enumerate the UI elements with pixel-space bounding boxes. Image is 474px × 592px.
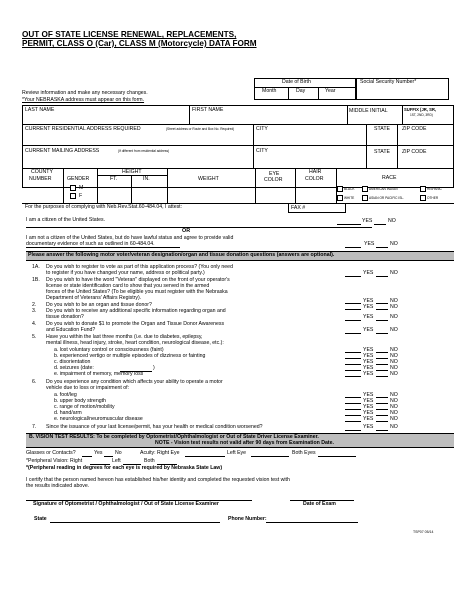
race-white-checkbox[interactable] bbox=[337, 195, 343, 201]
hair-color-label: COLOR bbox=[305, 176, 324, 182]
q5e-yes-label: YES bbox=[363, 371, 374, 377]
race-black-checkbox[interactable] bbox=[337, 186, 343, 192]
signature-label: Signature of Optometrist / Ophthalmologist / Out of State License Examiner bbox=[33, 501, 219, 507]
q5-number: 5. bbox=[32, 334, 37, 340]
gender-f-label: F bbox=[79, 193, 83, 199]
gender-label: GENDER bbox=[67, 176, 90, 182]
q5d-no-label: NO bbox=[390, 365, 398, 371]
race-other-checkbox[interactable] bbox=[420, 195, 426, 201]
q1a-line2: to register if you have changed your name, address or political party.) bbox=[46, 270, 205, 276]
q6c-item: c. range of motion/mobility bbox=[54, 404, 115, 410]
phone-number-label: Phone Number: bbox=[228, 516, 267, 522]
noncitizen-yes-label: YES bbox=[364, 241, 375, 247]
citizen-statement: I am a citizen of the United States. bbox=[26, 217, 106, 223]
fax-label: FAX # bbox=[291, 205, 306, 211]
mailing-city-label: CITY bbox=[256, 148, 268, 154]
q6b-yes-label: YES bbox=[363, 398, 374, 404]
peripheral-right-label: *Peripheral Vision: Right bbox=[26, 458, 83, 464]
weight-label: WEIGHT bbox=[198, 176, 219, 182]
glasses-yes-label: Yes bbox=[94, 450, 103, 456]
q6c-no-label: NO bbox=[390, 404, 398, 410]
certify-line1: I certify that the person named hereon has established his/her identity and completed the requested vision test with bbox=[26, 477, 290, 483]
residential-zip-label: ZIP CODE bbox=[402, 126, 427, 132]
residential-address-note: (Street address or Route and Box No. Required) bbox=[166, 127, 235, 131]
noncitizen-statement-1: I am not a citizen of the United States, but do have lawful status and agree to provide valid bbox=[26, 235, 234, 241]
q5a-item: a. lost voluntary control or consciousness (faint) bbox=[54, 347, 164, 353]
q6-line2: vehicle due to loss or impairment of: bbox=[46, 385, 130, 391]
review-instructions: Review information and make any necessary changes. bbox=[22, 90, 148, 96]
race-american-indian-checkbox[interactable] bbox=[362, 186, 368, 192]
race-white-label: WHITE bbox=[344, 196, 355, 200]
acuity-left-eye-label: Left Eye bbox=[227, 450, 247, 456]
hair-label: HAIR bbox=[309, 169, 322, 175]
acuity-right-eye-label: Acuity: Right Eye bbox=[140, 450, 180, 456]
peripheral-both-label: Both bbox=[144, 458, 155, 464]
q3-yes-label: YES bbox=[363, 314, 374, 320]
q5d-yes-label: YES bbox=[363, 365, 374, 371]
acuity-both-eyes-field[interactable] bbox=[318, 456, 356, 457]
gender-m-checkbox[interactable] bbox=[70, 185, 76, 191]
q3-number: 3. bbox=[32, 308, 37, 314]
county-label: COUNTY bbox=[31, 169, 53, 175]
q1b-number: 1B. bbox=[32, 277, 40, 283]
q7-text: Since the issuance of your last license/permit, has your health or medical condition worsened? bbox=[46, 424, 263, 430]
gender-m-label: M bbox=[79, 185, 84, 191]
q6c-yes-label: YES bbox=[363, 404, 374, 410]
q5e-item: e. impairment of memory, memory loss bbox=[54, 371, 144, 377]
noncitizen-statement-2: documentary evidence of such as outlined in 60-484.04. bbox=[26, 241, 155, 247]
q6b-item: b. upper body strength bbox=[54, 398, 106, 404]
q6a-item: a. foot/leg bbox=[54, 392, 77, 398]
q6d-item: d. hand/arm bbox=[54, 410, 82, 416]
q7-yes-label: YES bbox=[363, 424, 374, 430]
vision-test-banner-line2: NOTE - Vision test results not valid after 90 days from Examination Date. bbox=[155, 439, 334, 446]
peripheral-left-label: Left bbox=[112, 458, 121, 464]
residential-address-label: CURRENT RESIDENTIAL ADDRESS REQUIRED bbox=[25, 126, 141, 132]
exam-date-label: Date of Exam bbox=[303, 501, 336, 507]
race-american-indian-label: AMERICAN INDIAN bbox=[369, 187, 398, 191]
q6a-yes-label: YES bbox=[363, 392, 374, 398]
last-name-label: LAST NAME bbox=[25, 107, 55, 113]
mailing-state-label: STATE bbox=[374, 149, 390, 155]
q2-no-label: NO bbox=[390, 304, 398, 310]
mailing-zip-label: ZIP CODE bbox=[402, 149, 427, 155]
mailing-address-note: (If different from residential address) bbox=[118, 149, 170, 153]
height-ft-label: FT. bbox=[110, 176, 118, 182]
mailing-address-label: CURRENT MAILING ADDRESS bbox=[25, 148, 100, 154]
citizen-yes-label: YES bbox=[362, 218, 373, 224]
dob-month-label: Month bbox=[262, 88, 277, 94]
q5c-no-label: NO bbox=[390, 359, 398, 365]
glasses-no-label: No bbox=[115, 450, 122, 456]
q6b-no-label: NO bbox=[390, 398, 398, 404]
q3-line2: tissue donation? bbox=[46, 314, 84, 320]
first-name-label: FIRST NAME bbox=[192, 107, 224, 113]
race-hispanic-label: HISPANIC bbox=[427, 187, 442, 191]
q4-yes-label: YES bbox=[363, 327, 374, 333]
form-title-line1: OUT OF STATE LICENSE RENEWAL, REPLACEMENTS, bbox=[22, 30, 237, 39]
q6a-no-label: NO bbox=[390, 392, 398, 398]
q3-line1: Do you wish to receive any additional specific information regarding organ and bbox=[46, 308, 226, 314]
q6-line1: Do you experience any condition which affects your ability to operate a motor bbox=[46, 379, 223, 385]
race-other-label: OTHER bbox=[427, 196, 439, 200]
acuity-left-eye-field[interactable] bbox=[251, 456, 289, 457]
q6e-yes-label: YES bbox=[363, 416, 374, 422]
dob-year-label: Year bbox=[325, 88, 336, 94]
suffix-label: SUFFIX (JR, SR, bbox=[404, 107, 437, 112]
dob-header: Date of Birth bbox=[282, 79, 311, 85]
citizen-no-label: NO bbox=[388, 218, 396, 224]
q5b-no-label: NO bbox=[390, 353, 398, 359]
form-code: TSP07 05/14 bbox=[413, 530, 434, 534]
state-field[interactable] bbox=[50, 522, 220, 523]
q6d-yes-label: YES bbox=[363, 410, 374, 416]
phone-number-field[interactable] bbox=[266, 522, 358, 523]
optional-questions-banner-text: Please answer the following motor voter/veteran designation/organ and tissue donation questions (answers are optional). bbox=[28, 251, 335, 258]
q4-no-label: NO bbox=[390, 327, 398, 333]
q2-text: Do you wish to be an organ and tissue donor? bbox=[46, 302, 152, 308]
q1b-line2: license or state identification card to show that you served in the armed bbox=[46, 283, 210, 289]
purposes-attest-text: For the purposes of complying with Neb.Rev.Stat.60-484.04, I attest: bbox=[25, 204, 183, 210]
q2-number: 2. bbox=[32, 302, 37, 308]
citizen-or-separator: OR bbox=[182, 228, 191, 234]
middle-initial-label: MIDDLE INITIAL bbox=[349, 108, 388, 114]
acuity-right-eye-field[interactable] bbox=[185, 456, 225, 457]
q6d-no-label: NO bbox=[390, 410, 398, 416]
q5-line2: mental illness, head injury, stroke, heart condition, neurological disease, etc.): bbox=[46, 340, 224, 346]
q5d-close-paren: ) bbox=[153, 365, 155, 371]
form-title-line2: PERMIT, CLASS O (Car), CLASS M (Motorcycle) DATA FORM bbox=[22, 39, 257, 48]
q1a-line1: Do you wish to register to vote as part of this application process? (You only need bbox=[46, 264, 233, 270]
q4-line2: and Education Fund? bbox=[46, 327, 96, 333]
q1a-no-label: NO bbox=[390, 270, 398, 276]
residential-state-label: STATE bbox=[374, 126, 390, 132]
q5a-no-label: NO bbox=[390, 347, 398, 353]
q4-line1: Do you wish to donate $1 to promote the Organ and Tissue Donor Awareness bbox=[46, 321, 225, 327]
height-in-label: IN. bbox=[143, 176, 150, 182]
q5c-yes-label: YES bbox=[363, 359, 374, 365]
q2-yes-label: YES bbox=[363, 304, 374, 310]
q5c-item: c. disorientation bbox=[54, 359, 91, 365]
q7-number: 7. bbox=[32, 424, 37, 430]
ssn-header: Social Security Number* bbox=[360, 79, 417, 85]
race-asian-pacific-label: ASIAN OR PACIFIC ISL. bbox=[369, 196, 405, 200]
q5b-yes-label: YES bbox=[363, 353, 374, 359]
state-label: State bbox=[34, 516, 47, 522]
peripheral-law-note: *(Peripheral reading in degrees for each eye is required by Nebraska State Law) bbox=[26, 465, 223, 471]
q1b-line3: forces of the United States? (To be eligible you must register with the Nebraska bbox=[46, 289, 228, 295]
race-label: RACE bbox=[382, 175, 397, 181]
race-asian-pacific-checkbox[interactable] bbox=[362, 195, 368, 201]
certify-line2: the results indicated above. bbox=[26, 483, 90, 489]
q7-no-label: NO bbox=[390, 424, 398, 430]
q5a-yes-label: YES bbox=[363, 347, 374, 353]
q5e-no-label: NO bbox=[390, 371, 398, 377]
q6e-item: e. neurological/neuromuscular disease bbox=[54, 416, 143, 422]
gender-f-checkbox[interactable] bbox=[70, 193, 76, 199]
q1a-yes-label: YES bbox=[363, 270, 374, 276]
acuity-both-eyes-label: Both Eyes bbox=[292, 450, 316, 456]
q4-number: 4. bbox=[32, 321, 37, 327]
q1b-line4: Department of Veterans' Affairs Registry). bbox=[46, 295, 142, 301]
dob-day-label: Day bbox=[296, 88, 306, 94]
q6e-no-label: NO bbox=[390, 416, 398, 422]
eye-label: EYE bbox=[269, 171, 280, 177]
glasses-contacts-label: Glasses or Contacts? bbox=[26, 450, 76, 456]
race-hispanic-checkbox[interactable] bbox=[420, 186, 426, 192]
q1b-no-label: NO bbox=[390, 298, 398, 304]
race-black-label: BLACK bbox=[344, 187, 355, 191]
q1b-yes-label: YES bbox=[363, 298, 374, 304]
q5-line1: Have you within the last three months (i.e. due to diabetes, epilepsy, bbox=[46, 334, 203, 340]
q5d-item: d. seizures (date: bbox=[54, 365, 94, 371]
noncitizen-no-label: NO bbox=[390, 241, 398, 247]
q1a-number: 1A. bbox=[32, 264, 40, 270]
q3-no-label: NO bbox=[390, 314, 398, 320]
county-number-label: NUMBER bbox=[29, 176, 52, 182]
residential-city-label: CITY bbox=[256, 126, 268, 132]
q1b-line1: Do you wish to have the word "Veteran" displayed on the front of your operator's bbox=[46, 277, 230, 283]
q6-number: 6. bbox=[32, 379, 37, 385]
nebraska-address-note: *Your NEBRASKA address must appear on this form. bbox=[22, 97, 145, 103]
vision-test-banner-line1: B. VISION TEST RESULTS: To be completed by Optometrist/Ophthalmologist or Out of State Driver License Examiner. bbox=[29, 433, 319, 440]
eye-color-label: COLOR bbox=[264, 177, 283, 183]
height-label: HEIGHT bbox=[122, 169, 142, 175]
q5b-item: b. experienced vertigo or multiple episodes of dizziness or fainting bbox=[54, 353, 206, 359]
suffix-sub-label: 1ST, 2ND, 3RD) bbox=[410, 113, 433, 117]
